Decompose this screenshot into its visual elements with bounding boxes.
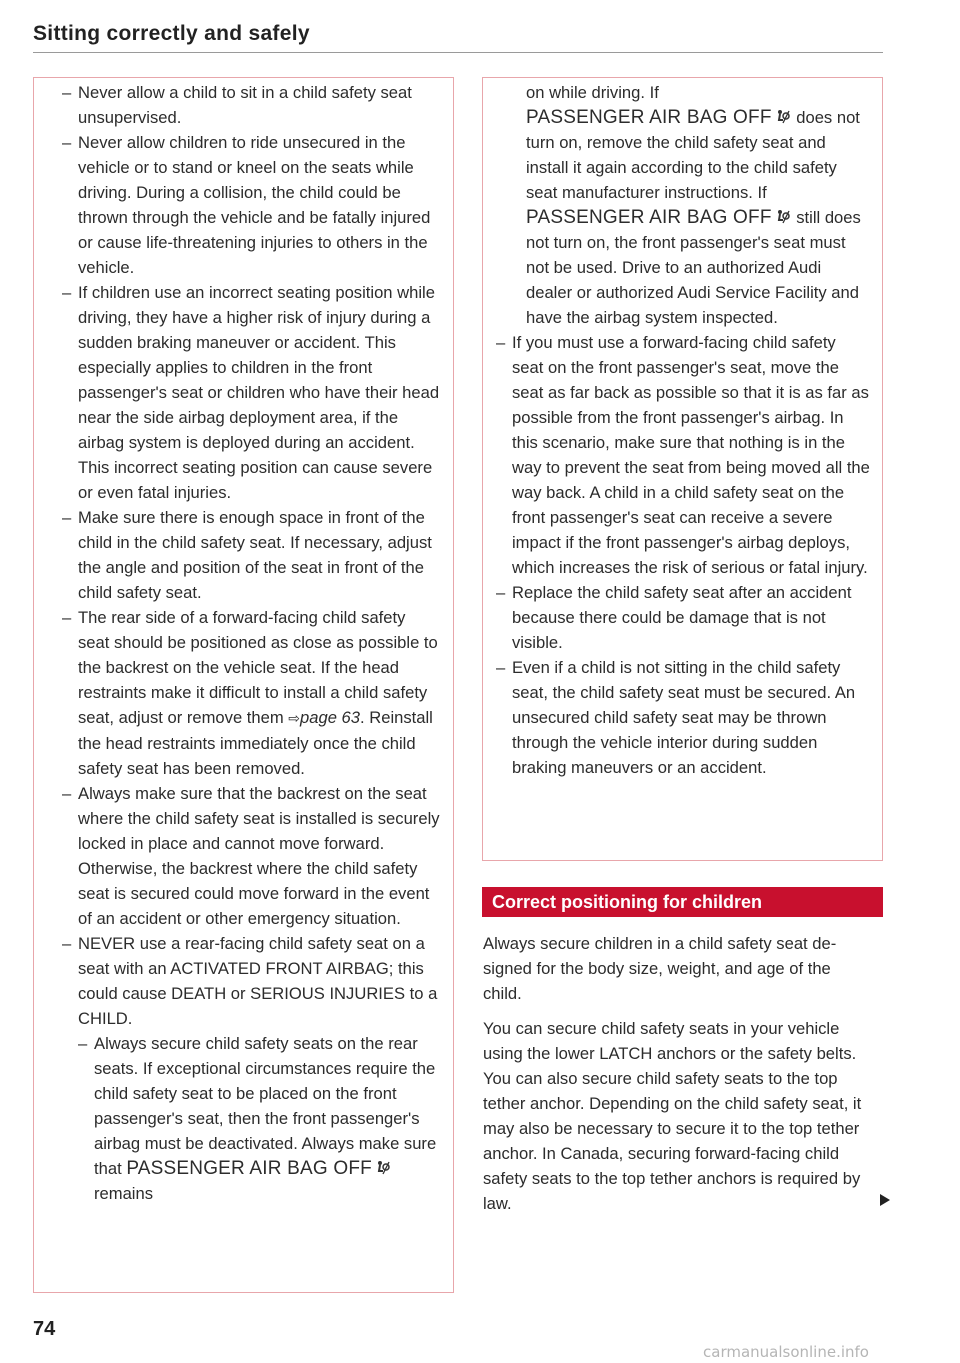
body-paragraph: You can secure child safety seats in your vehicle using the lower LATCH anchors or the safety belts. You can also secure child safety seats to the top tether anchor. Depending on the child safety seat, it may also be necessary to secure it to the top tether anchor. In Canada, securing forward-facing child safety seats to the top tether anchors is required by law.: [483, 1019, 862, 1213]
list-item: – If you must use a forward-facing child safety seat on the front passenger's seat, move the seat as far back as possible so that it is as far as possible from the front passenger's airbag. In this scenario, make sure that nothing is in the way to prevent the seat from being moved all the way back. A child in a child safety seat on the front passenger's seat can receive a severe impact if the front passenger's airbag deploys, which increases the risk of serious or fatal injury.: [496, 330, 871, 580]
continued-text: [496, 80, 871, 330]
list-item: [78, 1031, 440, 1206]
list-item-text: NEVER use a rear-facing child safety seat on a seat with an ACTIVATED FRONT AIRBAG; this could cause DEATH or SERIOUS INJURIES to a CHILD.: [78, 934, 438, 1028]
arrow-right-icon: ⇨: [288, 710, 301, 726]
header-divider: [33, 52, 883, 53]
left-warning-content: [62, 80, 440, 1206]
airbag-indicator-text: PASSENGER AIR BAG OFF: [526, 207, 772, 228]
list-item: – Never allow a child to sit in a child safety seat unsupervised.: [62, 80, 440, 130]
list-item: [62, 931, 440, 1206]
warning-list-right: [496, 330, 871, 780]
list-item: [62, 605, 440, 781]
page-header-title: Sitting correctly and safely: [33, 22, 310, 45]
list-item-text: remains: [94, 1184, 154, 1203]
airbag-off-icon: [374, 1160, 390, 1176]
continue-arrow-icon: [880, 1194, 890, 1206]
nested-warning-list: [78, 1031, 440, 1206]
list-item: – Even if a child is not sitting in the child safety seat, the child safety seat must be secured. An unsecured child safety seat may be thrown through the vehicle interior during sudden braking maneuvers or an accident.: [496, 655, 871, 780]
section-heading: Correct positioning for children: [482, 887, 883, 917]
list-item: – Replace the child safety seat after an accident because there could be damage that is not visible.: [496, 580, 871, 655]
list-item: – If children use an incorrect seating position while driving, they have a higher risk of injury during a sudden braking maneuver or accident. This especially applies to children in the front passenger's seat or children who have their head near the side airbag deployment area, if the airbag system is deployed during an accident. This incorrect seating position can cause severe or even fatal injuries.: [62, 280, 440, 505]
list-item-text: . Reinstall the head restraints immediately once the child safety seat has been removed.: [78, 708, 433, 778]
page-number: 74: [33, 1318, 56, 1340]
airbag-off-icon: [774, 109, 790, 125]
list-item-text: The rear side of a forward-facing child safety seat should be positioned as close as possible to the backrest on the vehicle seat. If the head restraints make it difficult to install a child safety seat, adjust or remove them: [78, 608, 438, 727]
warning-list-left: [62, 80, 440, 1206]
body-paragraph: Always secure children in a child safety seat designed for the body size, weight, and age of the child.: [483, 934, 837, 1003]
continued-text-part: still does not turn on, the front passenger's seat must not be used. Drive to an authorized Audi dealer or authorized Audi Service Facility and have the airbag system inspected.: [526, 208, 861, 327]
list-item: – Make sure there is enough space in front of the child in the child safety seat. If necessary, adjust the angle and position of the seat in front of the child safety seat.: [62, 505, 440, 605]
continued-text-part: does not turn on, remove the child safety seat and install it again according to the child safety seat manufacturer instructions. If: [526, 108, 860, 202]
airbag-indicator-text: PASSENGER AIR BAG OFF: [526, 107, 772, 128]
airbag-indicator-text: PASSENGER AIR BAG OFF: [126, 1158, 372, 1179]
right-warning-content: [496, 80, 871, 780]
list-item: – Never allow children to ride unsecured in the vehicle or to stand or kneel on the seats while driving. During a collision, the child could be thrown through the vehicle and be fatally injured or cause life-threatening injuries to others in the vehicle.: [62, 130, 440, 280]
continued-text-part: on while driving. If: [526, 83, 659, 102]
airbag-off-icon: [774, 209, 790, 225]
watermark: carmanualsonline.info: [703, 1343, 869, 1361]
list-item-text: Always secure child safety seats on the rear seats. If exceptional circumstances require the child safety seat to be placed on the front passenger's seat, then the front passenger's airbag must be deactivated. Always make sure that: [94, 1034, 437, 1178]
list-item: – Always make sure that the backrest on the seat where the child safety seat is installed is securely locked in place and cannot move forward. Otherwise, the backrest where the child safety seat is secured could move forward in the event of an accident or other emergency situation.: [62, 781, 440, 931]
page-reference-text: page 63: [300, 708, 361, 727]
page-reference-link[interactable]: [288, 708, 360, 727]
